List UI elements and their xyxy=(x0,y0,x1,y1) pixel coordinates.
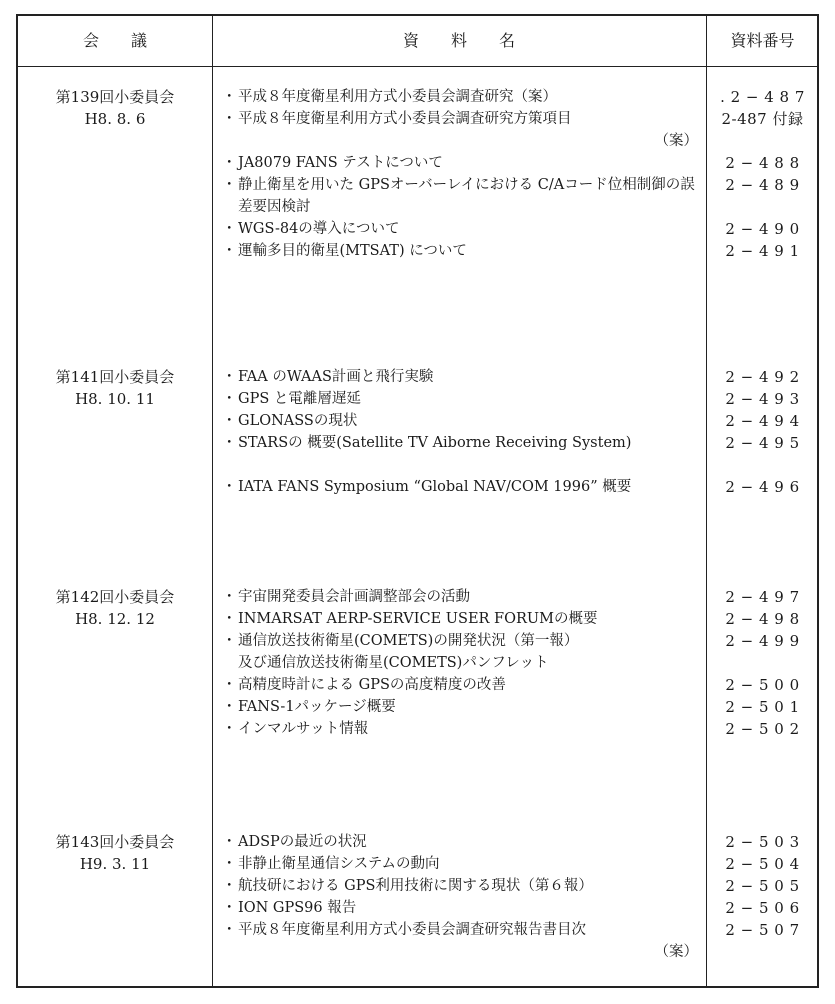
document-item xyxy=(222,630,698,674)
document-number: 2 − 5 0 2 xyxy=(725,720,800,738)
document-number: 2 − 4 8 8 xyxy=(725,154,800,172)
document-title: JA8079 FANS テストについて xyxy=(238,155,443,171)
document-item xyxy=(222,718,698,740)
bullet-icon: ・ xyxy=(222,633,237,649)
document-number: 2 − 5 0 7 xyxy=(725,921,800,939)
document-title: インマルサット情報 xyxy=(238,721,369,737)
document-item xyxy=(222,476,698,498)
meeting-cell xyxy=(18,366,212,410)
document-item xyxy=(222,674,698,696)
document-title: GLONASSの現状 xyxy=(238,413,358,429)
meeting-date: H8. 8. 6 xyxy=(84,110,146,128)
bullet-icon: ・ xyxy=(222,111,237,127)
header-document-name: 資 料 名 xyxy=(402,31,515,50)
document-item xyxy=(222,897,698,919)
document-title: 宇宙開発委員会計画調整部会の活動 xyxy=(238,589,470,605)
document-title: ADSPの最近の状況 xyxy=(238,834,367,850)
meeting-cell xyxy=(18,831,212,875)
document-table xyxy=(16,14,819,988)
document-item xyxy=(222,696,698,718)
bullet-icon: ・ xyxy=(222,834,237,850)
document-number: 2 − 4 9 4 xyxy=(725,412,800,430)
bullet-icon: ・ xyxy=(222,89,237,105)
bullet-icon: ・ xyxy=(222,900,237,916)
meeting-cell xyxy=(18,586,212,630)
bullet-icon: ・ xyxy=(222,589,237,605)
document-item xyxy=(222,388,698,410)
document-item xyxy=(222,875,698,897)
document-number: 2 − 5 0 3 xyxy=(725,833,800,851)
document-item xyxy=(222,831,698,853)
meeting-name: 第142回小委員会 xyxy=(55,588,175,606)
meeting-name: 第141回小委員会 xyxy=(55,368,175,386)
document-title: 平成８年度衛星利用方式小委員会調査研究（案） xyxy=(238,89,557,105)
document-title-continued: 及び通信放送技術衛星(COMETS)パンフレット xyxy=(238,655,549,671)
document-title-suffix: （案） xyxy=(654,944,698,960)
document-number: 2 − 4 9 1 xyxy=(725,242,800,260)
document-title-suffix: （案） xyxy=(654,133,698,149)
meeting-name: 第139回小委員会 xyxy=(55,88,175,106)
document-item xyxy=(222,919,698,963)
document-number: 2 − 4 9 9 xyxy=(725,632,800,650)
meeting-date: H8. 12. 12 xyxy=(75,610,155,628)
bullet-icon: ・ xyxy=(222,721,237,737)
bullet-icon: ・ xyxy=(222,922,237,938)
document-title: INMARSAT AERP-SERVICE USER FORUMの概要 xyxy=(238,611,598,627)
document-item xyxy=(222,218,698,240)
document-title: 平成８年度衛星利用方式小委員会調査研究報告書目次 xyxy=(238,922,586,938)
document-number: 2 − 5 0 4 xyxy=(725,855,800,873)
document-title: IATA FANS Symposium “Global NAV/COM 1996” 概要 xyxy=(238,479,632,495)
document-number: 2 − 4 9 6 xyxy=(725,478,800,496)
bullet-icon: ・ xyxy=(222,369,237,385)
bullet-icon: ・ xyxy=(222,677,237,693)
bullet-icon: ・ xyxy=(222,243,237,259)
meeting-name: 第143回小委員会 xyxy=(55,833,175,851)
bullet-icon: ・ xyxy=(222,155,237,171)
bullet-icon: ・ xyxy=(222,221,237,237)
document-title: GPS と電離層遅延 xyxy=(238,391,361,407)
document-item xyxy=(222,108,698,152)
document-title: 通信放送技術衛星(COMETS)の開発状況（第一報） xyxy=(238,633,579,649)
bullet-icon: ・ xyxy=(222,391,237,407)
document-item xyxy=(222,410,698,432)
header-meeting: 会 議 xyxy=(82,31,147,50)
document-number: 2 − 4 8 9 xyxy=(725,176,800,194)
document-number: 2 − 5 0 0 xyxy=(725,676,800,694)
meeting-date: H8. 10. 11 xyxy=(75,390,155,408)
document-item xyxy=(222,86,698,108)
meeting-cell xyxy=(18,86,212,130)
document-number: 2-487 付録 xyxy=(721,110,804,128)
document-item xyxy=(222,240,698,262)
document-item xyxy=(222,152,698,174)
document-number: 2 − 4 9 5 xyxy=(725,434,800,452)
document-title: FANS-1パッケージ概要 xyxy=(238,699,396,715)
document-title: ION GPS96 報告 xyxy=(238,900,357,916)
document-item xyxy=(222,608,698,630)
bullet-icon: ・ xyxy=(222,413,237,429)
bullet-icon: ・ xyxy=(222,435,237,451)
document-number: 2 − 4 9 7 xyxy=(725,588,800,606)
document-title: STARSの 概要(Satellite TV Aiborne Receiving System) xyxy=(238,435,632,451)
document-number: 2 − 5 0 1 xyxy=(725,698,800,716)
column-divider xyxy=(212,16,213,986)
bullet-icon: ・ xyxy=(222,611,237,627)
document-item xyxy=(222,586,698,608)
document-number: 2 − 5 0 6 xyxy=(725,899,800,917)
document-title: WGS-84の導入について xyxy=(238,221,400,237)
document-title: 航技研における GPS利用技術に関する現状（第６報） xyxy=(238,878,593,894)
document-item xyxy=(222,853,698,875)
document-title: 高精度時計による GPSの高度精度の改善 xyxy=(238,677,506,693)
document-title: 静止衛星を用いた GPSオーバーレイにおける C/Aコード位相制御の誤差要因検討 xyxy=(238,177,695,215)
bullet-icon: ・ xyxy=(222,699,237,715)
document-title: 非静止衛星通信システムの動向 xyxy=(238,856,440,872)
document-number: . 2 − 4 8 7 xyxy=(720,88,805,106)
bullet-icon: ・ xyxy=(222,878,237,894)
header-divider xyxy=(18,66,817,67)
document-number: 2 − 5 0 5 xyxy=(725,877,800,895)
document-title: 平成８年度衛星利用方式小委員会調査研究方策項目 xyxy=(238,111,572,127)
document-item xyxy=(222,174,698,218)
document-title: FAA のWAAS計画と飛行実験 xyxy=(238,369,434,385)
document-number: 2 − 4 9 2 xyxy=(725,368,800,386)
document-number: 2 − 4 9 0 xyxy=(725,220,800,238)
bullet-icon: ・ xyxy=(222,177,237,193)
bullet-icon: ・ xyxy=(222,479,237,495)
header-document-number: 資料番号 xyxy=(730,31,795,50)
document-number: 2 − 4 9 3 xyxy=(725,390,800,408)
bullet-icon: ・ xyxy=(222,856,237,872)
document-item xyxy=(222,432,698,454)
document-item xyxy=(222,366,698,388)
meeting-date: H9. 3. 11 xyxy=(79,855,151,873)
document-title: 運輸多目的衛星(MTSAT) について xyxy=(238,243,467,259)
document-number: 2 − 4 9 8 xyxy=(725,610,800,628)
